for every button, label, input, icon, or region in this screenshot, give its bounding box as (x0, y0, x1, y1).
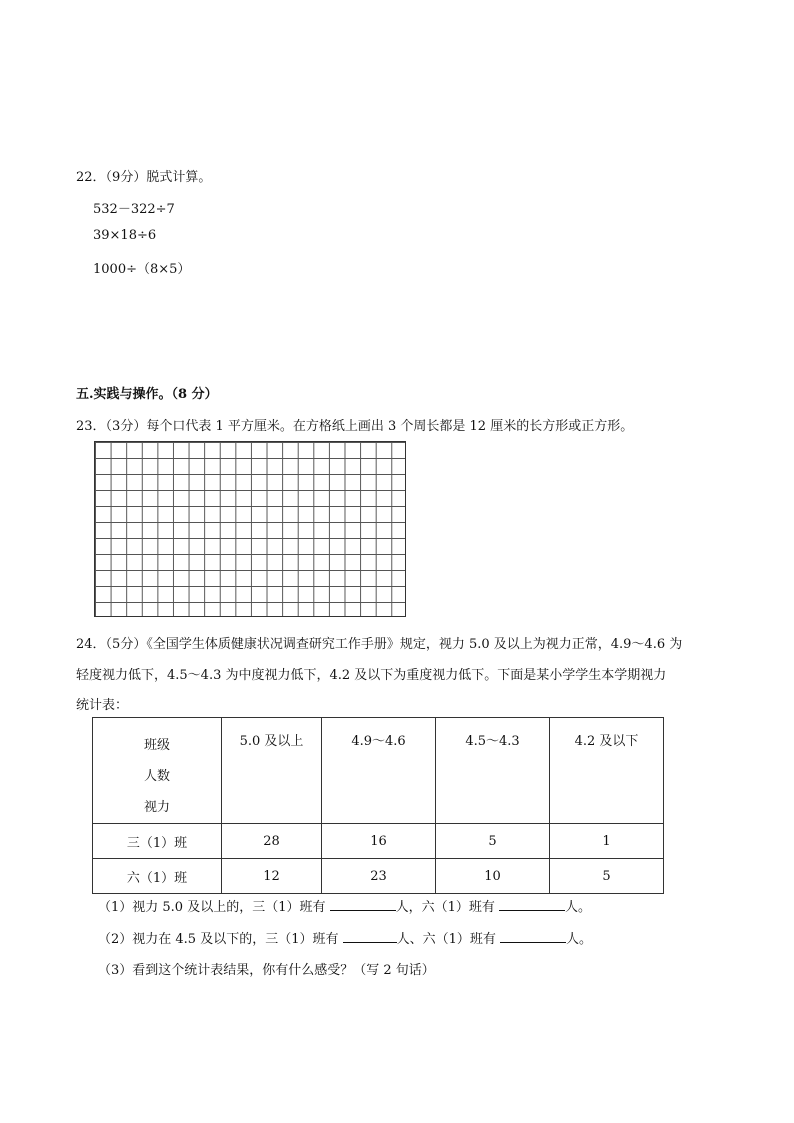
q24-sub-2 (98, 928, 592, 947)
sub1-text-b: 人，六（1）班有 (395, 900, 495, 915)
q24-line-2: 轻度视力低下，4.5～4.3 为中度视力低下，4.2 及以下为重度视力低下。下面是某小学学生本学期视力 (76, 668, 667, 683)
q24-line-1: 24．（5分）《全国学生体质健康状况调查研究工作手册》规定，视力 5.0 及以上为视力正常，4.9～4.6 为 (76, 637, 683, 652)
answer-blank[interactable] (330, 898, 396, 911)
answer-blank[interactable] (499, 898, 565, 911)
sub2-text-b: 人、六（1）班有 (396, 932, 496, 947)
q22-expr-1: 532－322÷7 (93, 202, 175, 217)
q23-text: 23．（3分）每个口代表 1 平方厘米。在方格纸上画出 3 个周长都是 12 厘米的长方形或正方形。 (76, 419, 634, 434)
table-cell: 12 (222, 859, 322, 894)
column-header: 4.2 及以下 (550, 718, 664, 824)
table-cell: 23 (322, 859, 436, 894)
q24-sub-3: （3）看到这个统计表结果，你有什么感受？（写 2 句话） (98, 963, 435, 978)
row-label: 三（1）班 (93, 824, 222, 859)
row-label: 六（1）班 (93, 859, 222, 894)
table-row (93, 824, 664, 859)
q24-line-3: 统计表： (76, 698, 129, 713)
corner-label-vision: 视力 (143, 800, 170, 815)
table-cell: 5 (550, 859, 664, 894)
column-header: 5.0 及以上 (222, 718, 322, 824)
q22-expr-2: 39×18÷6 (93, 228, 157, 243)
corner-label-class: 班级 (143, 738, 170, 753)
answer-blank[interactable] (500, 930, 566, 943)
sub1-text-c: 人。 (565, 900, 592, 915)
table-cell: 10 (436, 859, 550, 894)
answer-blank[interactable] (343, 930, 397, 943)
q22-title: 22．（9分）脱式计算。 (76, 170, 212, 185)
table-cell: 16 (322, 824, 436, 859)
table-corner-cell (93, 718, 222, 824)
sub2-text-c: 人。 (566, 932, 593, 947)
table-cell: 28 (222, 824, 322, 859)
section-title: 五.实践与操作。（8 分） (76, 387, 218, 402)
column-header: 4.5～4.3 (436, 718, 550, 824)
column-header: 4.9～4.6 (322, 718, 436, 824)
grid-paper (94, 441, 406, 617)
q24-sub-1 (98, 896, 591, 915)
vision-stat-table (92, 717, 664, 894)
table-cell: 1 (550, 824, 664, 859)
corner-label-count: 人数 (143, 769, 170, 784)
sub2-text-a: （2）视力在 4.5 及以下的，三（1）班有 (98, 932, 339, 947)
q22-expr-3: 1000÷（8×5） (93, 262, 191, 277)
sub1-text-a: （1）视力 5.0 及以上的，三（1）班有 (98, 900, 326, 915)
table-row (93, 859, 664, 894)
table-header-row (93, 718, 664, 824)
table-cell: 5 (436, 824, 550, 859)
